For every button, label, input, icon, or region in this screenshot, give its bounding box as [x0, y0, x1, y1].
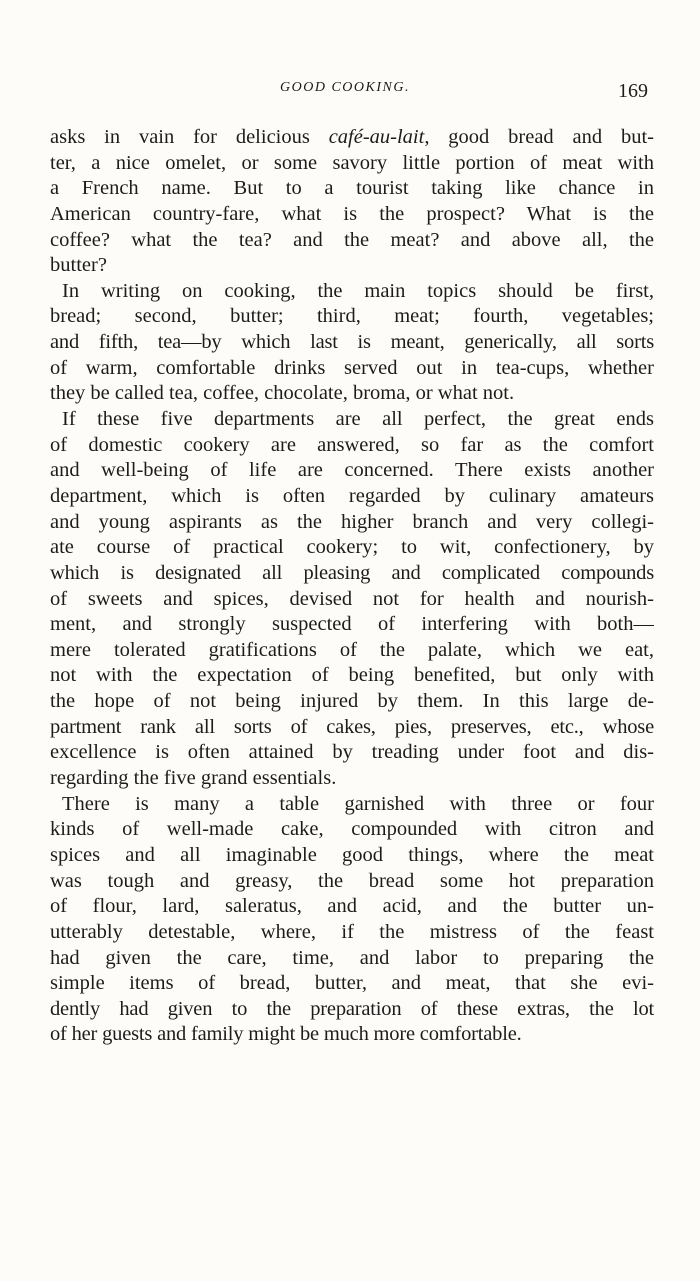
- text-line: excellence is often attained by treading under foot and dis-: [50, 741, 654, 764]
- paragraph-start-line: If these five departments are all perfect, the great ends: [62, 408, 654, 431]
- text-line: coffee? what the tea? and the meat? and above all, the: [50, 228, 654, 251]
- text-line: American country-fare, what is the prospect? What is the: [50, 202, 654, 225]
- text-line: asks in vain for delicious café-au-lait, good bread and but-: [50, 126, 654, 148]
- running-head: [0, 80, 700, 110]
- text-line: had given the care, time, and labor to preparing the: [50, 946, 654, 969]
- body-text: [50, 125, 654, 1048]
- text-line: regarding the five grand essentials.: [50, 767, 337, 790]
- text-line: kinds of well-made cake, compounded with citron and: [50, 818, 654, 841]
- paragraph-start-line: There is many a table garnished with three or four: [62, 792, 654, 815]
- text-line: of her guests and family might be much more comfortable.: [50, 1023, 522, 1046]
- text-line: and young aspirants as the higher branch and very collegi-: [50, 510, 654, 533]
- text-line: of domestic cookery are answered, so far as the comfort: [50, 433, 654, 456]
- text-line: spices and all imaginable good things, where the meat: [50, 843, 654, 866]
- text-line: not with the expectation of being benefited, but only with: [50, 664, 654, 687]
- text-line: ment, and strongly suspected of interfering with both—: [50, 613, 654, 636]
- text-line: department, which is often regarded by culinary amateurs: [50, 484, 654, 507]
- text-line: which is designated all pleasing and complicated compounds: [50, 561, 654, 584]
- text-line: utterably detestable, where, if the mistress of the feast: [50, 920, 654, 943]
- text-line: they be called tea, coffee, chocolate, broma, or what not.: [50, 382, 515, 405]
- text-line: ter, a nice omelet, or some savory little portion of meat with: [50, 151, 654, 174]
- text-line: dently had given to the preparation of these extras, the lot: [50, 997, 654, 1020]
- text-line: a French name. But to a tourist taking like chance in: [50, 177, 654, 200]
- page-number: 169: [618, 80, 648, 102]
- text-line: mere tolerated gratifications of the palate, which we eat,: [50, 638, 654, 661]
- text-line: butter?: [50, 254, 107, 277]
- italic-phrase: café-au-lait: [328, 126, 425, 148]
- text-line: of flour, lard, saleratus, and acid, and the butter un-: [50, 895, 654, 918]
- text-line: simple items of bread, butter, and meat, that she evi-: [50, 972, 654, 995]
- running-title: GOOD COOKING.: [280, 80, 410, 95]
- text-line: of warm, comfortable drinks served out in tea-cups, whether: [50, 356, 654, 379]
- text-line: of sweets and spices, devised not for health and nourish-: [50, 587, 654, 610]
- text-line: bread; second, butter; third, meat; fourth, vegetables;: [50, 305, 654, 328]
- text-line: the hope of not being injured by them. In this large de-: [50, 690, 654, 713]
- text-line: and well-being of life are concerned. There exists another: [50, 459, 654, 482]
- text-line: partment rank all sorts of cakes, pies, preserves, etc., whose: [50, 715, 654, 738]
- text-line: was tough and greasy, the bread some hot preparation: [50, 869, 654, 892]
- text-line: ate course of practical cookery; to wit, confectionery, by: [50, 536, 654, 559]
- paragraph-start-line: In writing on cooking, the main topics should be first,: [62, 279, 654, 302]
- text-line: and fifth, tea—by which last is meant, generically, all sorts: [50, 331, 654, 354]
